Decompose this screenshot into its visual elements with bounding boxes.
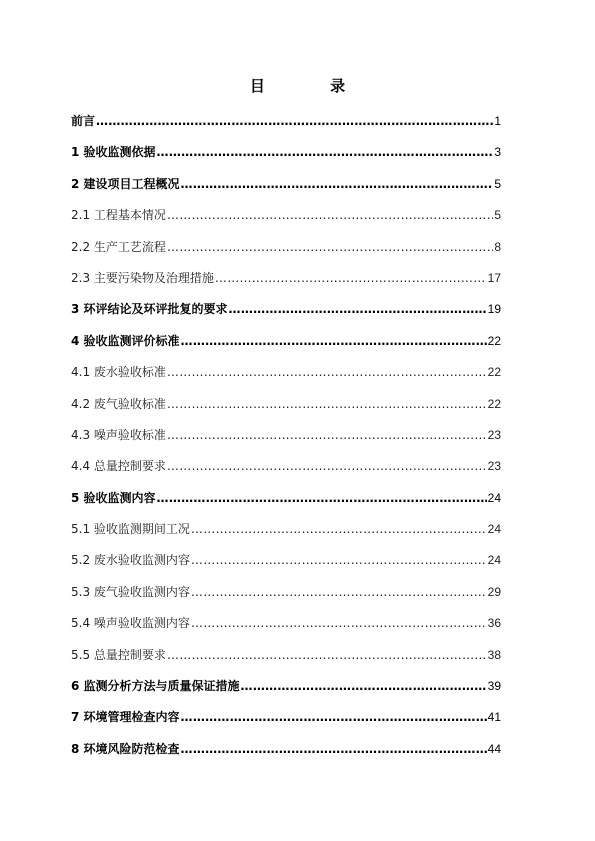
toc-entry-title: 2.2 生产工艺流程 — [71, 239, 166, 254]
toc-dot-leader — [191, 608, 487, 639]
toc-entry[interactable] — [71, 263, 501, 294]
toc-entry-title: 5.1 验收监测期间工况 — [71, 522, 190, 537]
toc-entry-title: 6 监测分析方法与质量保证措施 — [71, 679, 240, 694]
toc-entry-title: 2 建设项目工程概况 — [71, 176, 180, 191]
toc-page-number: 8 — [494, 239, 501, 254]
toc-page-number: 5 — [494, 208, 501, 223]
toc-dot-leader — [167, 640, 487, 671]
toc-page-number: 29 — [487, 584, 501, 599]
toc-entry[interactable] — [71, 200, 501, 231]
toc-entry-title: 5.5 总量控制要求 — [71, 647, 166, 662]
toc-entry[interactable] — [71, 608, 501, 639]
toc-dot-leader — [215, 263, 487, 294]
toc-entry-title: 1 验收监测依据 — [71, 145, 156, 160]
toc-entry[interactable] — [71, 577, 501, 608]
toc-entry-title: 2.3 主要污染物及治理措施 — [71, 270, 214, 285]
toc-entry[interactable] — [71, 137, 501, 168]
toc-page-number: 24 — [487, 553, 501, 568]
toc-page-number: 39 — [487, 679, 501, 694]
toc-page-number: 24 — [487, 522, 501, 537]
toc-page-number: 44 — [487, 741, 501, 756]
toc-page-number: 17 — [487, 270, 501, 285]
toc-dot-leader — [157, 483, 487, 514]
toc-page-number: 24 — [487, 490, 501, 505]
toc-entry[interactable] — [71, 169, 501, 200]
toc-dot-leader — [181, 734, 487, 765]
toc-dot-leader — [167, 232, 493, 263]
toc-dot-leader — [191, 577, 487, 608]
toc-dot-leader — [167, 200, 493, 231]
toc-entry[interactable] — [71, 671, 501, 702]
toc-entry-title: 4.2 废气验收标准 — [71, 396, 166, 411]
toc-entry-title: 4.3 噪声验收标准 — [71, 427, 166, 442]
toc-entry[interactable] — [71, 514, 501, 545]
toc-list — [71, 106, 501, 765]
toc-dot-leader — [96, 106, 493, 137]
toc-dot-leader — [167, 420, 487, 451]
toc-dot-leader — [181, 326, 487, 357]
toc-dot-leader — [229, 294, 487, 325]
toc-page-number: 41 — [487, 710, 501, 725]
toc-dot-leader — [241, 671, 487, 702]
toc-entry[interactable] — [71, 702, 501, 733]
toc-entry-title: 4 验收监测评价标准 — [71, 333, 180, 348]
toc-entry[interactable] — [71, 294, 501, 325]
toc-entry[interactable] — [71, 640, 501, 671]
toc-entry[interactable] — [71, 232, 501, 263]
toc-dot-leader — [167, 451, 487, 482]
toc-page-number: 19 — [487, 302, 501, 317]
toc-dot-leader — [157, 137, 494, 168]
toc-entry[interactable] — [71, 451, 501, 482]
toc-dot-leader — [167, 357, 487, 388]
toc-entry-title: 前言 — [71, 113, 96, 128]
toc-dot-leader — [181, 169, 494, 200]
toc-title: 目 录 — [249, 77, 376, 95]
toc-entry[interactable] — [71, 357, 501, 388]
toc-page-number: 1 — [494, 113, 501, 128]
toc-page-number: 22 — [487, 396, 501, 411]
toc-entry-title: 5.2 废水验收监测内容 — [71, 553, 190, 568]
toc-entry-title: 4.1 废水验收标准 — [71, 365, 166, 380]
toc-entry-title: 4.4 总量控制要求 — [71, 459, 166, 474]
toc-entry[interactable] — [71, 326, 501, 357]
toc-entry[interactable] — [71, 483, 501, 514]
toc-entry-title: 8 环境风险防范检查 — [71, 741, 180, 756]
toc-page-number: 3 — [494, 145, 501, 160]
toc-page-number: 23 — [487, 427, 501, 442]
toc-entry-title: 5.4 噪声验收监测内容 — [71, 616, 190, 631]
toc-entry-title: 3 环评结论及环评批复的要求 — [71, 302, 228, 317]
toc-entry[interactable] — [71, 420, 501, 451]
toc-entry-title: 5 验收监测内容 — [71, 490, 156, 505]
toc-entry[interactable] — [71, 106, 501, 137]
toc-entry-title: 5.3 废气验收监测内容 — [71, 584, 190, 599]
toc-page-number: 23 — [487, 459, 501, 474]
toc-entry[interactable] — [71, 734, 501, 765]
toc-dot-leader — [191, 545, 487, 576]
toc-entry[interactable] — [71, 545, 501, 576]
toc-page-number: 22 — [487, 333, 501, 348]
toc-page-number: 5 — [494, 176, 501, 191]
toc-dot-leader — [167, 389, 487, 420]
toc-dot-leader — [181, 702, 487, 733]
toc-page-number: 22 — [487, 365, 501, 380]
toc-entry-title: 7 环境管理检查内容 — [71, 710, 180, 725]
toc-page-number: 38 — [487, 647, 501, 662]
toc-dot-leader — [191, 514, 487, 545]
toc-entry[interactable] — [71, 389, 501, 420]
toc-page-number: 36 — [487, 616, 501, 631]
toc-entry-title: 2.1 工程基本情况 — [71, 208, 166, 223]
